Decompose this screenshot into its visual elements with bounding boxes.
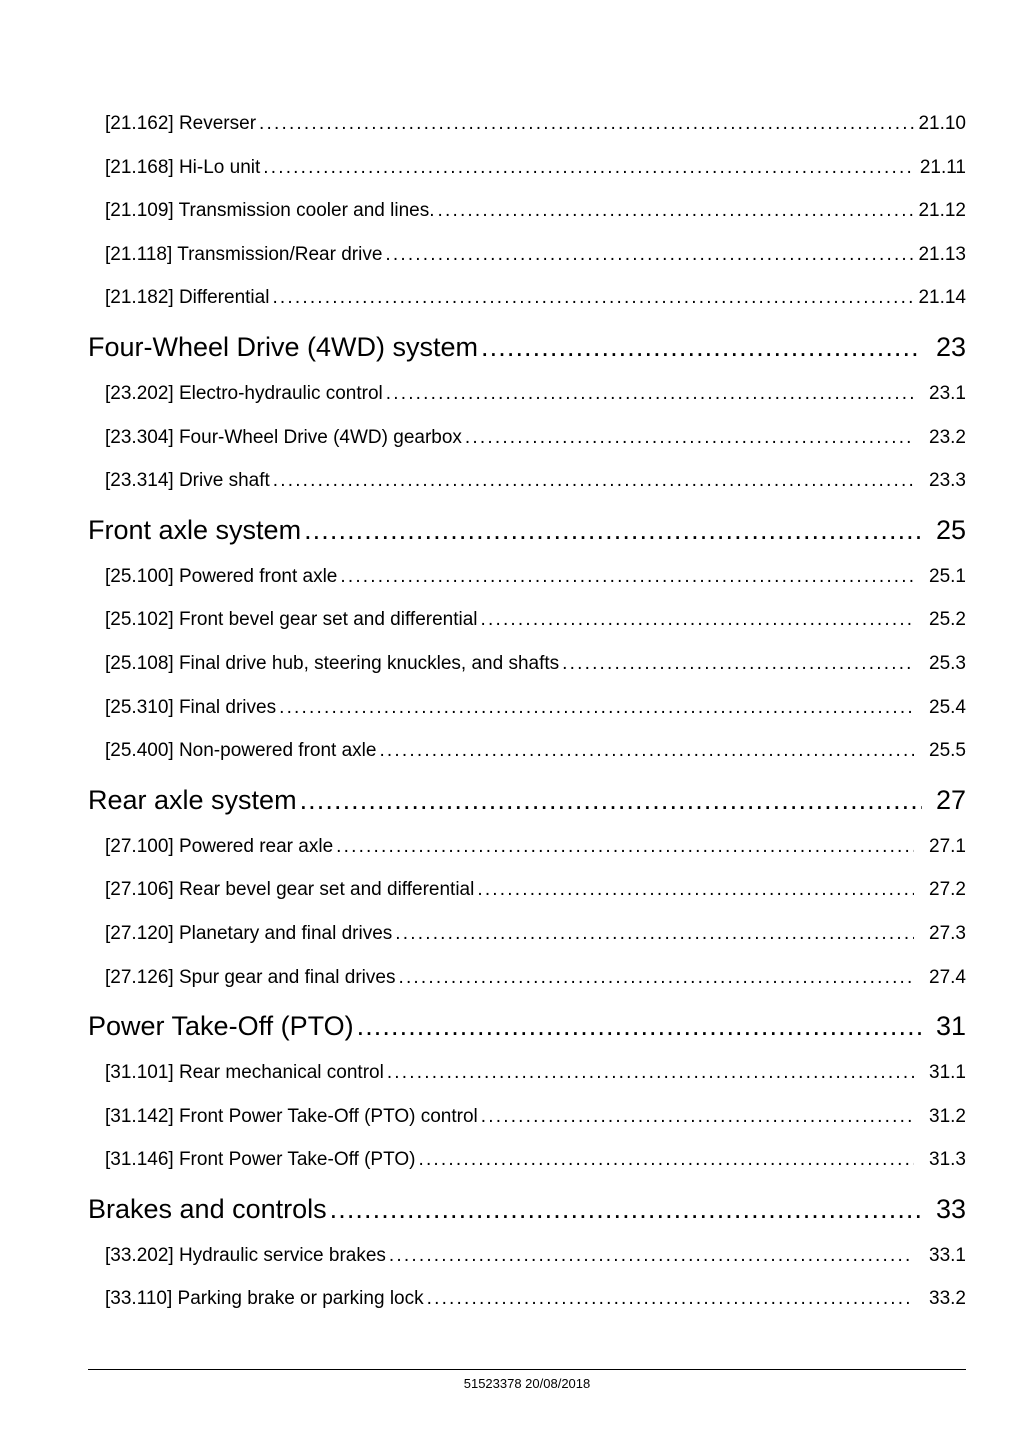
toc-entry-page: 25.4 <box>929 696 966 718</box>
dot-leader <box>477 868 914 912</box>
toc-section[interactable] <box>88 1184 966 1234</box>
toc-entry-page: 31.2 <box>929 1105 966 1127</box>
toc-entry-label: [27.120] Planetary and final drives <box>105 922 393 944</box>
toc-entry[interactable] <box>88 146 966 190</box>
toc-entry[interactable] <box>88 1051 966 1095</box>
dot-leader <box>263 146 914 190</box>
toc-entry[interactable] <box>88 868 966 912</box>
dot-leader <box>418 1138 914 1182</box>
toc-entry-page: 25.3 <box>929 652 966 674</box>
toc-entry-label: [21.118] Transmission/Rear drive <box>105 243 383 265</box>
toc-section-page: 25 <box>935 514 966 545</box>
toc-section-title: Four-Wheel Drive (4WD) system <box>88 331 479 362</box>
dot-leader <box>562 642 914 686</box>
toc-section-title: Brakes and controls <box>88 1193 327 1224</box>
toc-entry[interactable] <box>88 459 966 503</box>
toc-entry-label: [21.162] Reverser <box>105 113 257 134</box>
toc-entry[interactable] <box>88 729 966 773</box>
toc-entry[interactable] <box>88 189 966 233</box>
toc-entry-page: 23.2 <box>929 426 966 448</box>
toc-entry-label: [27.100] Powered rear axle <box>105 835 334 857</box>
toc-entry[interactable] <box>88 825 966 869</box>
toc-entry-label: [21.182] Differential <box>105 287 270 309</box>
toc-entry[interactable] <box>88 102 966 146</box>
toc-entry[interactable] <box>88 642 966 686</box>
toc-entry-label: [31.146] Front Power Take-Off (PTO) <box>105 1149 416 1171</box>
toc-entry-label: [21.168] Hi-Lo unit <box>105 156 261 178</box>
dot-leader <box>357 1001 922 1051</box>
toc-section-title: Power Take-Off (PTO) <box>88 1011 354 1042</box>
toc-entry[interactable] <box>88 912 966 956</box>
toc-section-title: Rear axle system <box>88 784 297 815</box>
toc-entry-label: [33.202] Hydraulic service brakes <box>105 1244 386 1266</box>
dot-leader <box>379 729 914 773</box>
toc-entry-label: [27.126] Spur gear and final drives <box>105 966 396 988</box>
dot-leader <box>481 598 914 642</box>
toc-section[interactable] <box>88 1001 966 1051</box>
toc-entry-page: 25.5 <box>929 740 966 762</box>
toc-entry[interactable] <box>88 1095 966 1139</box>
toc-entry-page: 27.1 <box>929 835 966 857</box>
toc-entry-page: 33.1 <box>929 1244 966 1266</box>
dot-leader <box>438 189 914 233</box>
dot-leader <box>259 102 914 146</box>
toc-entry-label: [21.109] Transmission cooler and lines. <box>105 200 435 222</box>
toc-entry-label: [31.142] Front Power Take-Off (PTO) control <box>105 1105 478 1127</box>
toc-entry-label: [33.110] Parking brake or parking lock <box>105 1288 424 1310</box>
toc-entry[interactable] <box>88 956 966 1000</box>
dot-leader <box>398 956 914 1000</box>
footer-document-id: 51523378 20/08/2018 <box>463 1376 591 1391</box>
dot-leader <box>279 686 914 730</box>
toc-section-page: 23 <box>935 331 966 362</box>
toc-entry-label: [23.314] Drive shaft <box>105 470 270 492</box>
dot-leader <box>336 825 914 869</box>
toc-entry[interactable] <box>88 276 966 320</box>
toc-section-page: 31 <box>935 1011 966 1042</box>
footer-divider <box>88 1369 966 1370</box>
dot-leader <box>304 505 922 555</box>
toc-entry-label: [23.202] Electro-hydraulic control <box>105 382 383 404</box>
toc-entry-page: 27.3 <box>929 922 966 944</box>
toc-entry-label: [25.310] Final drives <box>105 696 277 718</box>
toc-entry-page: 27.4 <box>929 966 966 988</box>
toc-section-page: 27 <box>935 784 966 815</box>
toc-entry[interactable] <box>88 1234 966 1278</box>
toc-entry-page: 33.2 <box>929 1288 966 1310</box>
dot-leader <box>395 912 914 956</box>
toc-entry-page: 21.11 <box>919 156 966 178</box>
dot-leader <box>273 459 914 503</box>
dot-leader <box>330 1184 922 1234</box>
toc-entry-label: [25.102] Front bevel gear set and differential <box>105 609 478 631</box>
dot-leader <box>427 1277 914 1321</box>
toc-entry-page: 21.14 <box>918 287 966 309</box>
toc-entry-page: 23.3 <box>929 470 966 492</box>
dot-leader <box>272 276 914 320</box>
toc-entry-label: [25.100] Powered front axle <box>105 565 338 587</box>
toc-section-title: Front axle system <box>88 514 302 545</box>
dot-leader <box>340 555 914 599</box>
dot-leader <box>387 1051 914 1095</box>
toc-entry[interactable] <box>88 555 966 599</box>
toc-entry[interactable] <box>88 1277 966 1321</box>
toc-entry[interactable] <box>88 1138 966 1182</box>
toc-section-page: 33 <box>935 1193 966 1224</box>
toc-section[interactable] <box>88 505 966 555</box>
toc-entry-page: 25.2 <box>929 609 966 631</box>
toc-entry-page: 21.13 <box>918 243 966 265</box>
toc-entry-page: 21.12 <box>918 200 966 222</box>
toc-entry[interactable] <box>88 233 966 277</box>
table-of-contents <box>88 102 966 1321</box>
toc-entry-page: 31.3 <box>929 1149 966 1171</box>
toc-entry-label: [25.400] Non-powered front axle <box>105 740 377 762</box>
dot-leader <box>300 775 922 825</box>
toc-entry[interactable] <box>88 416 966 460</box>
toc-entry-page: 23.1 <box>929 382 966 404</box>
toc-entry-label: [31.101] Rear mechanical control <box>105 1062 384 1084</box>
toc-entry-page: 25.1 <box>929 565 966 587</box>
toc-entry[interactable] <box>88 598 966 642</box>
toc-entry-label: [25.108] Final drive hub, steering knuckles, and shafts <box>105 652 560 674</box>
toc-section[interactable] <box>88 775 966 825</box>
toc-entry[interactable] <box>88 372 966 416</box>
toc-entry[interactable] <box>88 686 966 730</box>
toc-entry-page: 31.1 <box>929 1062 966 1084</box>
dot-leader <box>389 1234 914 1278</box>
dot-leader <box>385 233 914 277</box>
toc-entry-page: 21.10 <box>918 113 966 134</box>
dot-leader <box>481 1095 914 1139</box>
toc-section[interactable] <box>88 322 966 372</box>
dot-leader <box>386 372 914 416</box>
dot-leader <box>465 416 914 460</box>
dot-leader <box>481 322 922 372</box>
toc-entry-label: [27.106] Rear bevel gear set and differential <box>105 879 475 901</box>
toc-entry-page: 27.2 <box>929 879 966 901</box>
toc-entry-label: [23.304] Four-Wheel Drive (4WD) gearbox <box>105 426 462 448</box>
